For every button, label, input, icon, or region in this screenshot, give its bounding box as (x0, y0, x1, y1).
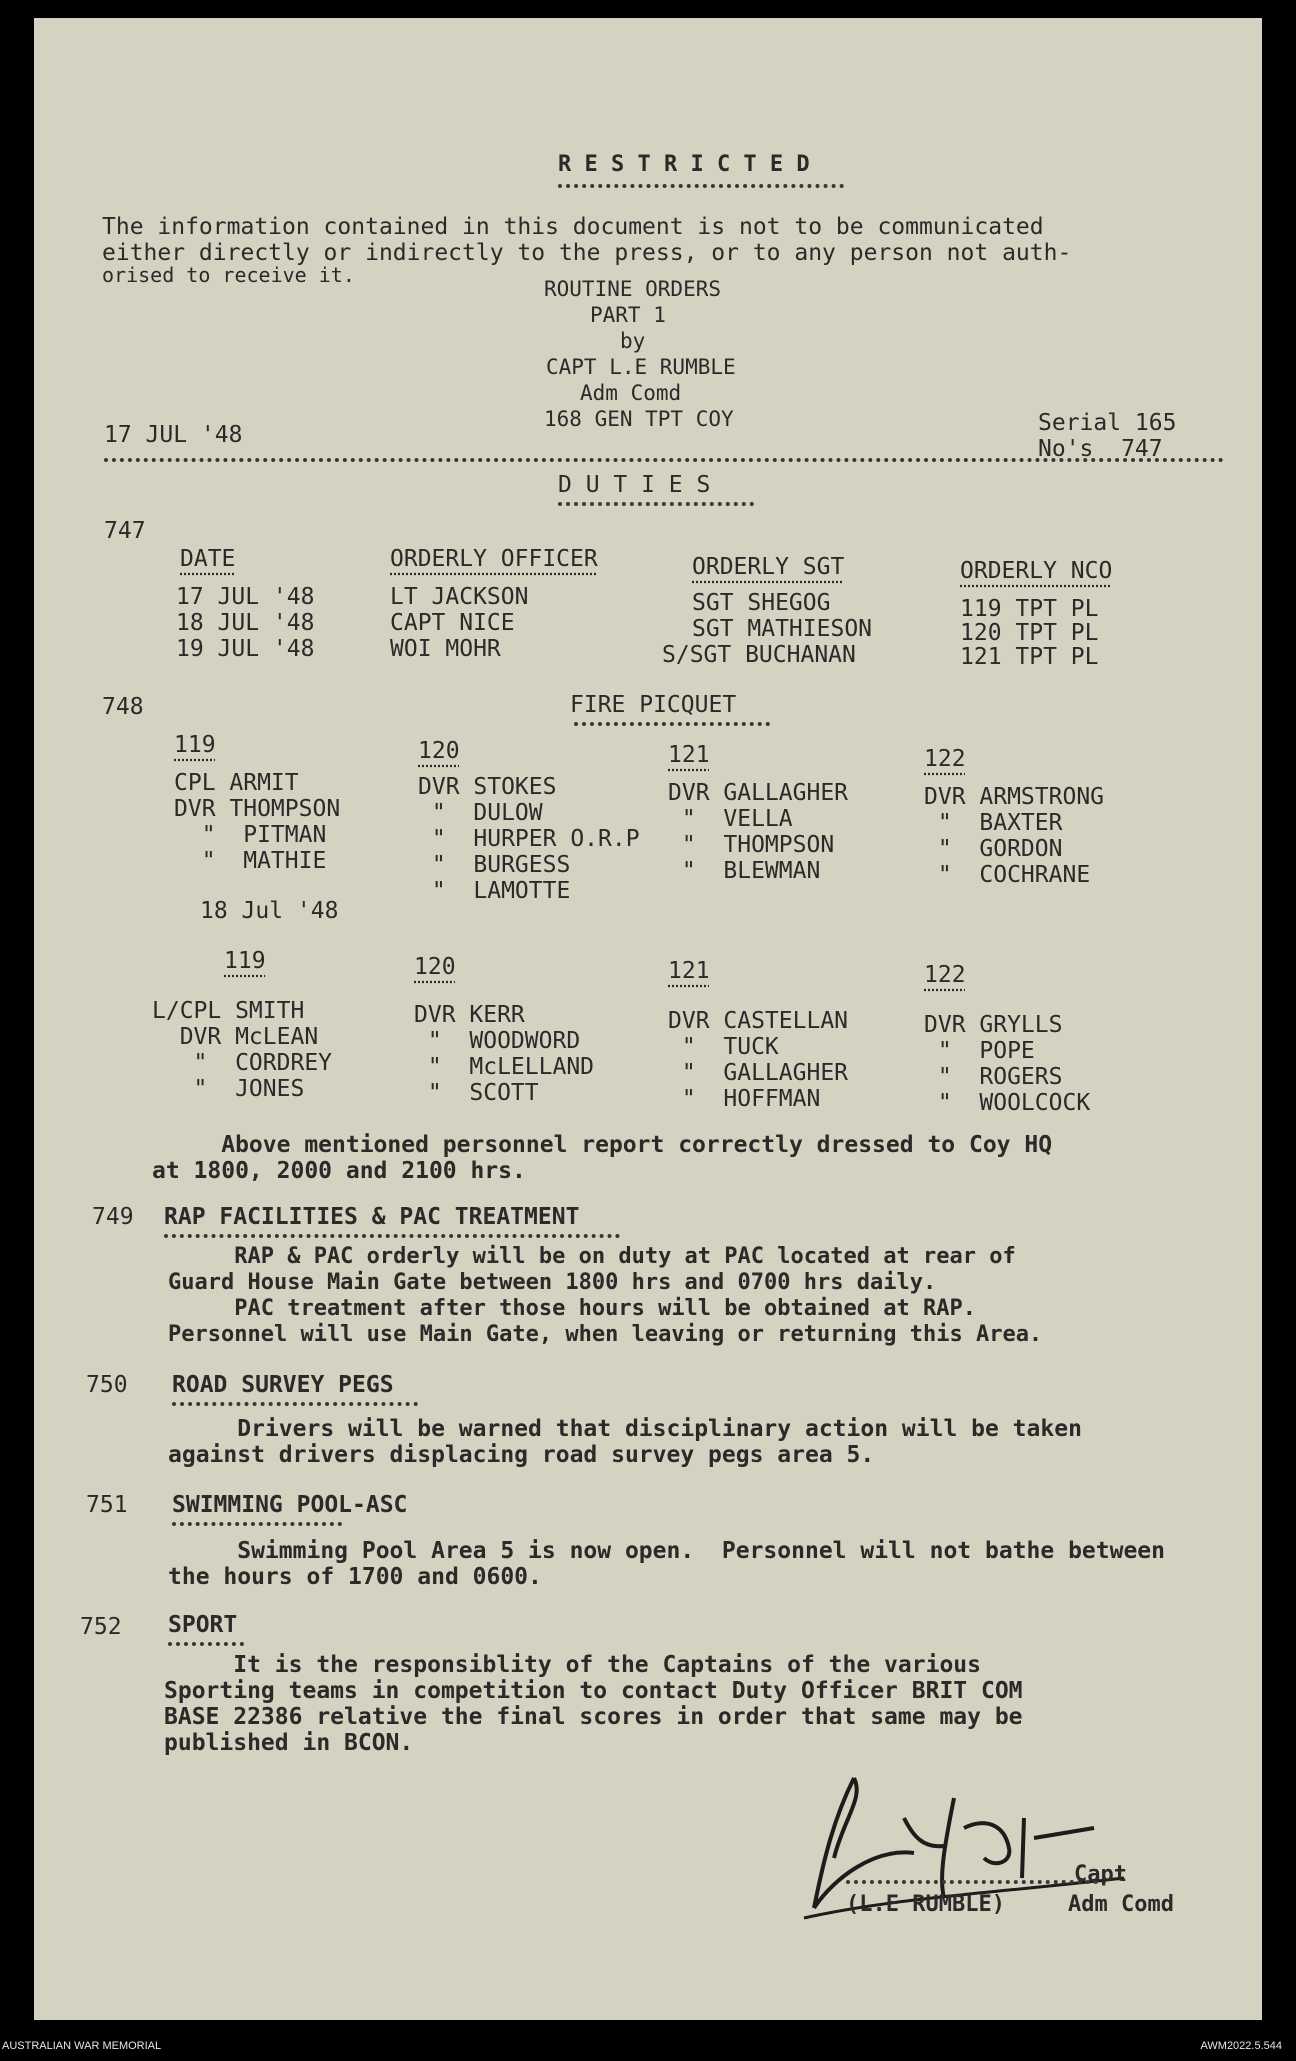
document-page (34, 18, 1262, 2020)
picquet-entry: " ROGERS (924, 1064, 1063, 1090)
duties-cell: 19 JUL '48 (176, 636, 315, 662)
picquet-entry: " DULOW (418, 800, 543, 826)
picquet-entry: DVR THOMPSON (174, 796, 341, 822)
title-line: Adm Comd (580, 381, 682, 405)
order-text-line: Sporting teams in competition to contact Duty Officer BRIT COM (164, 1678, 1023, 1704)
order-text-line: Swimming Pool Area 5 is now open. Personnel will not bathe between (168, 1538, 1165, 1564)
picquet-entry: DVR CASTELLAN (668, 1008, 849, 1034)
paragraph-number: 747 (104, 518, 146, 544)
picquet-entry: " THOMPSON (668, 832, 835, 858)
picquet-entry: " COCHRANE (924, 862, 1091, 888)
order-text-line: Personnel will use Main Gate, when leaving or returning this Area. (168, 1322, 1043, 1347)
notice-line-1: The information contained in this document is not to be communicated (102, 214, 1044, 240)
picquet-entry: " JONES (152, 1076, 305, 1102)
order-heading: RAP FACILITIES & PAC TREATMENT (164, 1204, 580, 1230)
platoon-number: 120 (418, 738, 460, 764)
order-text-line: the hours of 1700 and 0600. (168, 1564, 542, 1590)
restricted-underline (558, 184, 844, 188)
title-line: PART 1 (590, 303, 666, 327)
duties-heading: D U T I E S (558, 472, 711, 498)
picquet-entry: " GALLAGHER (668, 1060, 849, 1086)
order-heading: SWIMMING POOL-ASC (172, 1492, 408, 1518)
order-text-line: Guard House Main Gate between 1800 hrs and 0700 hrs daily. (168, 1270, 937, 1295)
picquet-entry: DVR McLEAN (152, 1024, 319, 1050)
title-line: CAPT L.E RUMBLE (546, 355, 736, 379)
picquet-entry: " VELLA (668, 806, 793, 832)
notice-line-3: orised to receive it. (102, 263, 355, 287)
picquet-entry: DVR GRYLLS (924, 1012, 1063, 1038)
order-date: 17 JUL '48 (104, 422, 243, 448)
duties-cell: LT JACKSON (390, 584, 529, 610)
picquet-entry: " HURPER O.R.P (418, 826, 640, 852)
picquet-entry: " SCOTT (414, 1080, 539, 1106)
paragraph-number: 749 (92, 1204, 134, 1230)
picquet-date: 18 Jul '48 (200, 898, 339, 924)
serial-number: Serial 165 (1038, 410, 1177, 436)
duties-cell: 121 TPT PL (960, 644, 1099, 670)
picquet-entry: " PITMAN (174, 822, 327, 848)
title-line: ROUTINE ORDERS (544, 277, 722, 301)
duties-column-header: ORDERLY SGT (692, 554, 845, 580)
picquet-entry: " LAMOTTE (418, 878, 571, 904)
duties-cell: CAPT NICE (390, 610, 515, 636)
duties-column-header: ORDERLY OFFICER (390, 546, 598, 572)
signatory-name: (L.E RUMBLE) (846, 1892, 1005, 1917)
order-heading-underline (164, 1234, 620, 1238)
duties-cell: 120 TPT PL (960, 620, 1099, 646)
picquet-entry: DVR STOKES (418, 774, 557, 800)
picquet-entry: " MATHIE (174, 848, 327, 874)
signatory-appointment: Adm Comd (1068, 1892, 1174, 1917)
order-text-line: Drivers will be warned that disciplinary action will be taken (168, 1416, 1082, 1442)
picquet-entry: " BLEWMAN (668, 858, 821, 884)
notice-line-2: either directly or indirectly to the press, or to any person not auth- (102, 240, 1072, 266)
duties-cell: WOI MOHR (390, 636, 501, 662)
picquet-entry: DVR ARMSTRONG (924, 784, 1105, 810)
report-line: at 1800, 2000 and 2100 hrs. (152, 1158, 526, 1184)
picquet-entry: " CORDREY (152, 1050, 333, 1076)
footer-reference: AWM2022.5.544 (1200, 2040, 1282, 2052)
duties-column-header: DATE (180, 546, 236, 572)
picquet-entry: " POPE (924, 1038, 1035, 1064)
duties-cell: SGT SHEGOG (692, 590, 831, 616)
duties-column-header: ORDERLY NCO (960, 558, 1113, 584)
platoon-number: 121 (668, 958, 710, 984)
report-line: Above mentioned personnel report correctly dressed to Coy HQ (152, 1132, 1053, 1158)
order-text-line: PAC treatment after those hours will be obtained at RAP. (168, 1296, 976, 1321)
picquet-entry: CPL ARMIT (174, 770, 299, 796)
order-heading-underline (172, 1522, 342, 1526)
platoon-number: 119 (174, 732, 216, 758)
duties-cell: 119 TPT PL (960, 596, 1099, 622)
paragraph-number: 750 (86, 1372, 128, 1398)
order-heading: SPORT (168, 1612, 238, 1638)
picquet-entry: " BURGESS (418, 852, 571, 878)
fire-picquet-underline (574, 722, 770, 726)
duties-cell: SGT MATHIESON (692, 616, 873, 642)
order-heading-underline (172, 1402, 418, 1406)
title-line: by (620, 329, 646, 353)
duties-cell: 18 JUL '48 (176, 610, 315, 636)
picquet-entry: DVR GALLAGHER (668, 780, 849, 806)
picquet-entry: " WOOLCOCK (924, 1090, 1091, 1116)
order-text-line: RAP & PAC orderly will be on duty at PAC located at rear of (168, 1244, 1016, 1269)
signatory-rank: Capt (1074, 1862, 1127, 1887)
order-numbers: No's 747 (1038, 436, 1163, 462)
order-text-line: against drivers displacing road survey pegs area 5. (168, 1442, 875, 1468)
picquet-entry: " GORDON (924, 836, 1063, 862)
duties-cell: S/SGT BUCHANAN (662, 642, 856, 668)
order-text-line: It is the responsiblity of the Captains of the various (164, 1652, 981, 1678)
duties-underline (558, 502, 754, 506)
picquet-entry: DVR KERR (414, 1002, 525, 1028)
paragraph-number: 752 (80, 1614, 122, 1640)
header-divider (104, 458, 1224, 462)
footer-credit: AUSTRALIAN WAR MEMORIAL (2, 2040, 162, 2052)
picquet-entry: L/CPL SMITH (152, 998, 305, 1024)
picquet-entry: " TUCK (668, 1034, 779, 1060)
order-text-line: BASE 22386 relative the final scores in order that same may be (164, 1704, 1023, 1730)
restricted-heading: R E S T R I C T E D (558, 152, 810, 177)
platoon-number: 121 (668, 742, 710, 768)
platoon-number: 122 (924, 962, 966, 988)
signature-line (846, 1880, 1106, 1884)
duties-cell: 17 JUL '48 (176, 584, 315, 610)
paragraph-number: 748 (102, 694, 144, 720)
fire-picquet-heading: FIRE PICQUET (570, 692, 737, 718)
picquet-entry: " BAXTER (924, 810, 1063, 836)
order-heading: ROAD SURVEY PEGS (172, 1372, 394, 1398)
title-line: 168 GEN TPT COY (544, 407, 734, 431)
platoon-number: 119 (224, 948, 266, 974)
paragraph-number: 751 (86, 1492, 128, 1518)
picquet-entry: " HOFFMAN (668, 1086, 821, 1112)
picquet-entry: " McLELLAND (414, 1054, 595, 1080)
platoon-number: 122 (924, 746, 966, 772)
order-heading-underline (168, 1642, 244, 1646)
platoon-number: 120 (414, 954, 456, 980)
picquet-entry: " WOODWORD (414, 1028, 581, 1054)
order-text-line: published in BCON. (164, 1730, 414, 1756)
